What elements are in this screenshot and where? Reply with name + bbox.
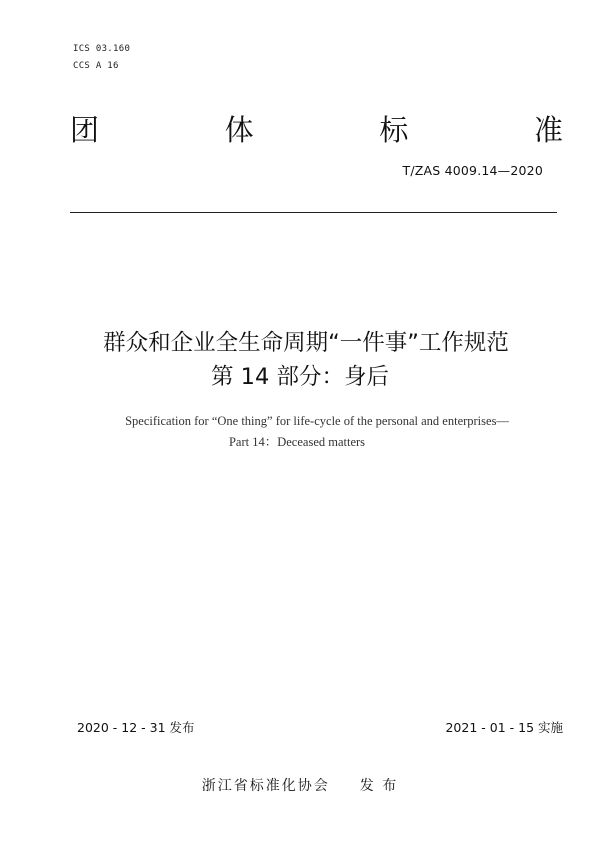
ics-code: ICS 03.160 bbox=[73, 44, 131, 54]
title-chinese-line2: 第 14 部分：身后 bbox=[211, 364, 389, 390]
publish-date: 2020 - 12 - 31 发布 bbox=[77, 720, 195, 735]
implement-date: 2021 - 01 - 15 实施 bbox=[445, 720, 563, 735]
category-char: 标 bbox=[379, 113, 409, 147]
publisher-org: 浙江省标准化协会 bbox=[201, 778, 330, 794]
standard-number: T/ZAS 4009.14—2020 bbox=[402, 163, 543, 178]
category-char: 准 bbox=[533, 113, 563, 147]
standard-category bbox=[70, 112, 563, 148]
title-english-line1: Specification for “One thing” for life-cycle of the personal and enterprises— bbox=[125, 414, 509, 428]
ccs-code: CCS A 16 bbox=[73, 61, 119, 71]
header-divider bbox=[70, 212, 557, 213]
publisher-action: 发 布 bbox=[359, 778, 399, 794]
category-char: 体 bbox=[224, 113, 254, 147]
publisher-line bbox=[0, 775, 600, 795]
title-chinese-line1: 群众和企业全生命周期“一件事”工作规范 bbox=[103, 330, 509, 356]
category-char: 团 bbox=[70, 113, 100, 147]
title-english-line2: Part 14：Deceased matters bbox=[228, 435, 366, 449]
